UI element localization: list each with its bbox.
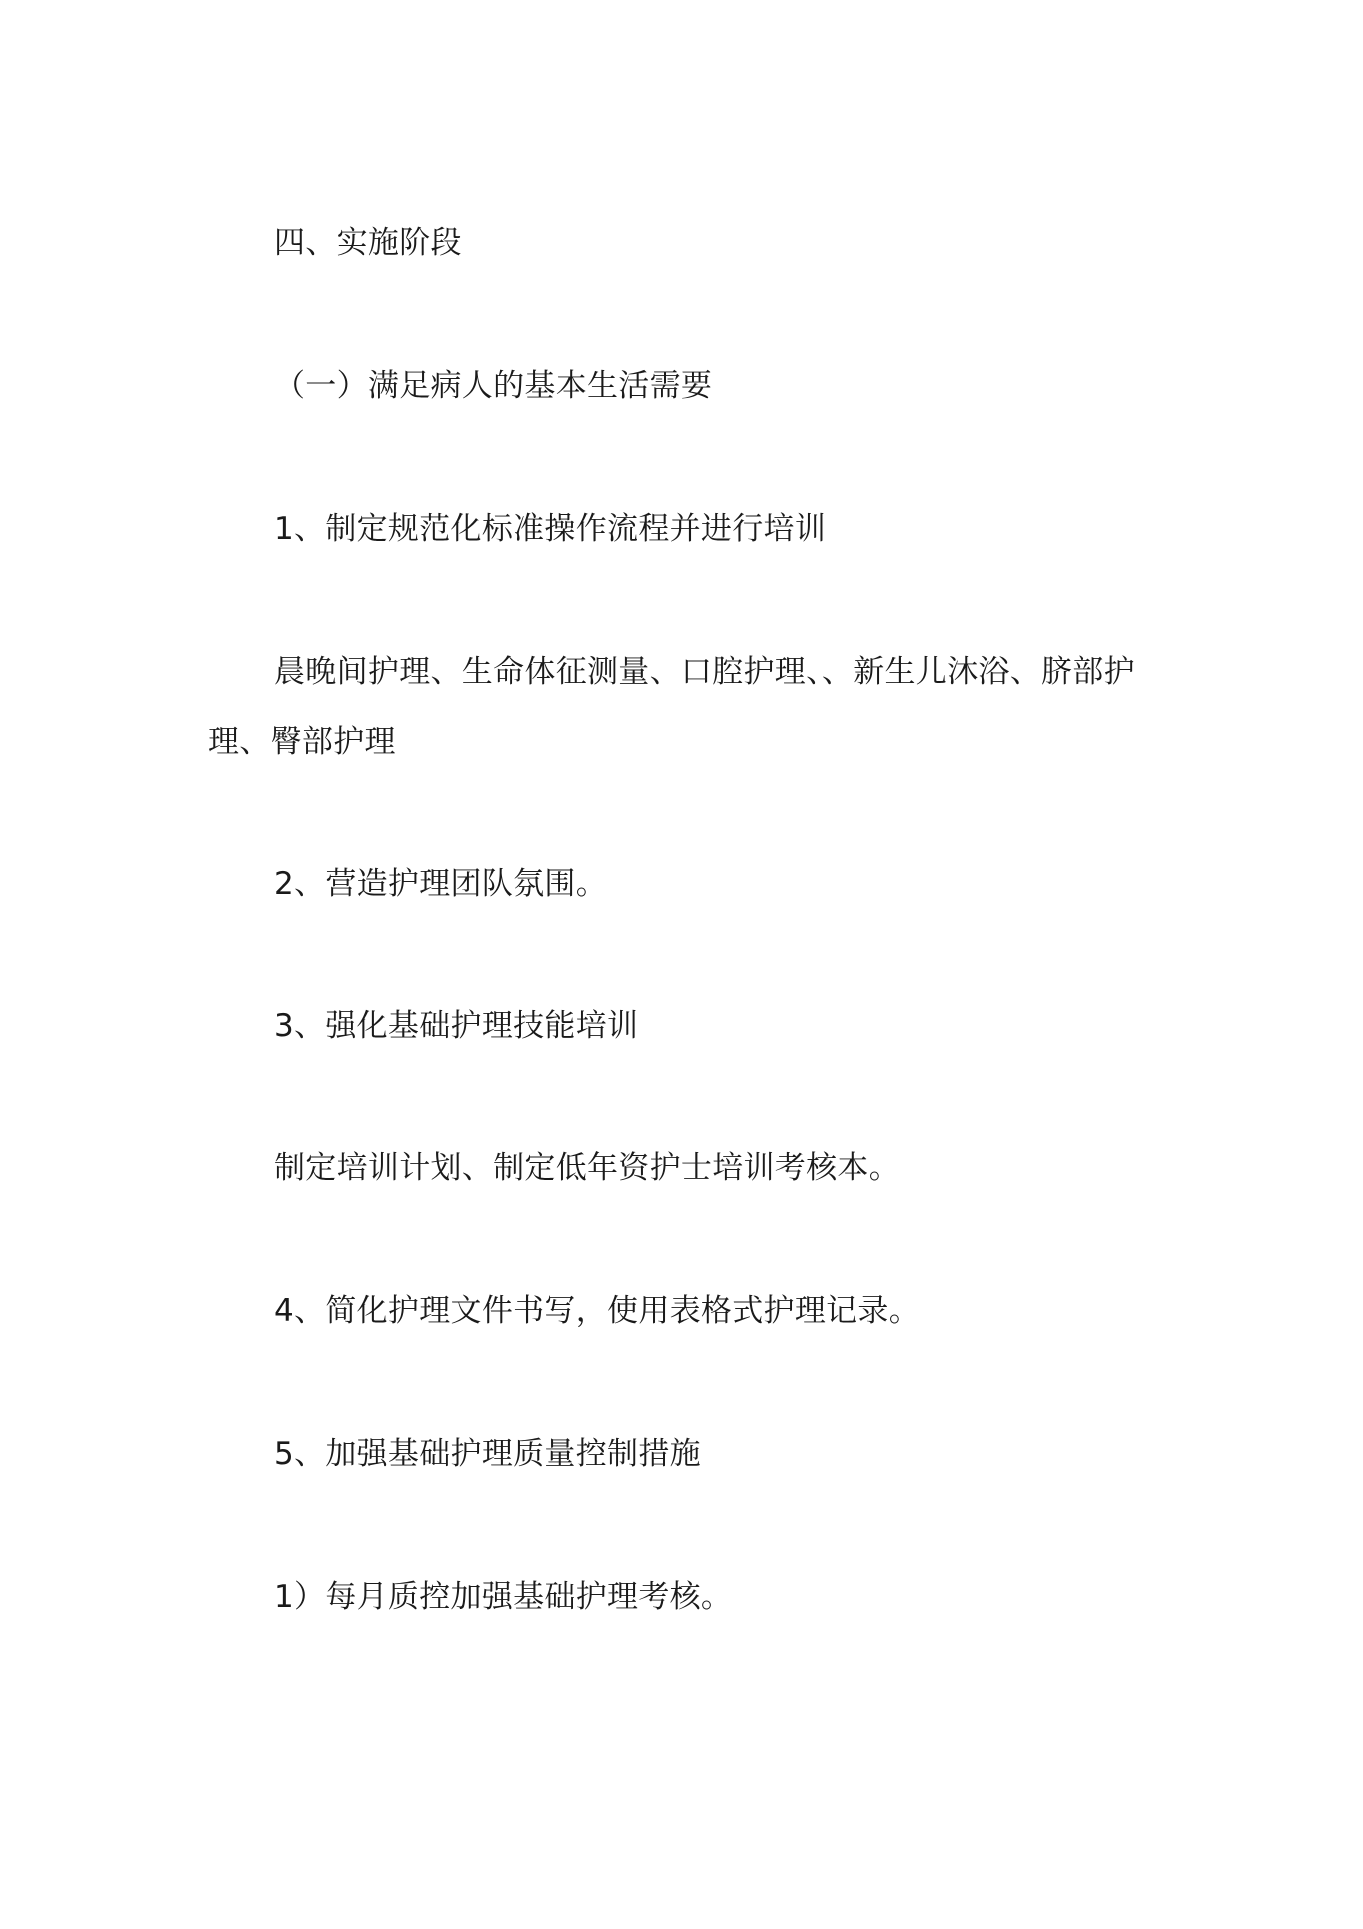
subsection-heading: （一）满足病人的基本生活需要 (274, 368, 713, 404)
list-item-4: 4、简化护理文件书写，使用表格式护理记录。 (274, 1293, 921, 1329)
list-item-1: 1、制定规范化标准操作流程并进行培训 (274, 511, 827, 547)
list-item-1-description: 晨晚间护理、生命体征测量、口腔护理、、新生儿沐浴、脐部护理、臀部护理 (208, 654, 1135, 760)
list-item-5: 5、加强基础护理质量控制措施 (274, 1436, 701, 1472)
list-item-3-description: 制定培训计划、制定低年资护士培训考核本。 (274, 1150, 900, 1186)
list-item-3: 3、强化基础护理技能培训 (274, 1008, 639, 1044)
list-item-5-subitem-1: 1）每月质控加强基础护理考核。 (274, 1579, 733, 1615)
section-heading: 四、实施阶段 (274, 225, 462, 261)
list-item-2: 2、营造护理团队氛围。 (274, 866, 608, 902)
